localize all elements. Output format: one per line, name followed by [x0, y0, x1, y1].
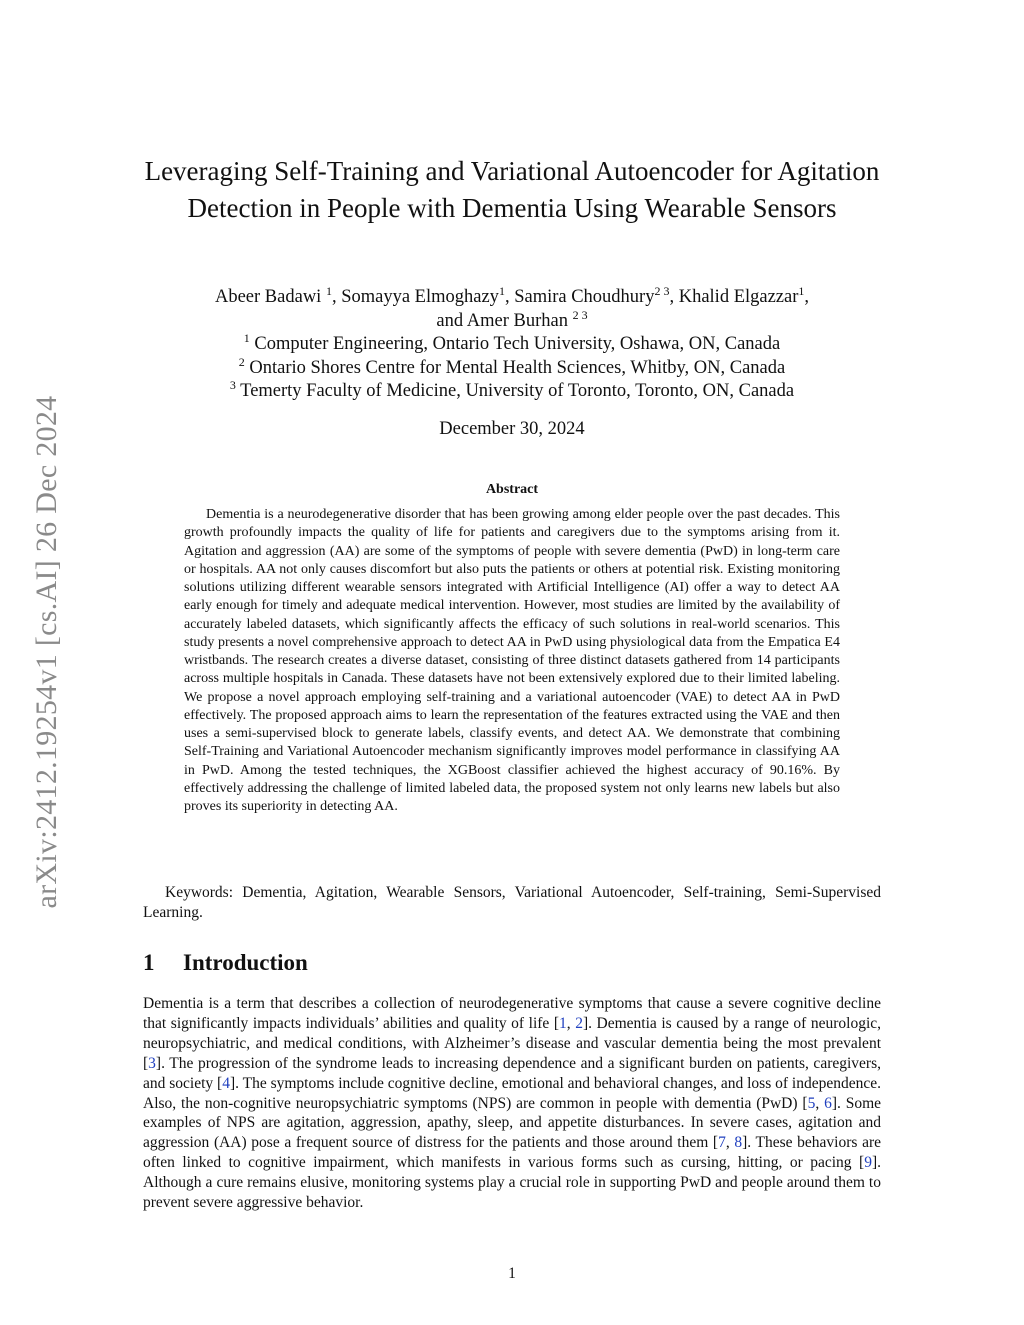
affiliation-line	[130, 354, 894, 381]
author-name: , Khalid Elgazzar	[669, 287, 799, 307]
affiliation-number: 3	[229, 377, 236, 392]
author-affiliation-mark: 1	[498, 283, 505, 298]
intro-text: Dementia is a term that describes a collection of neurodegenerative symptoms that cause a severe cognitive decline that significantly impacts individuals’ abilities and quality of life [	[143, 995, 881, 1032]
citation-link[interactable]: 7	[718, 1134, 726, 1152]
citation-link[interactable]: 4	[222, 1074, 230, 1092]
abstract-text: Dementia is a neurodegenerative disorder that has been growing among elder people over the past decades. This growth profoundly impacts the quality of life for patients and caregivers due to the symptoms arising from it. Agitation and aggression (AA) are some of the symptoms of people with severe dementia (PwD) in long-term care or hospitals. AA not only causes discomfort but also puts the patients or others at potential risk. Existing monitoring solutions utilizing different wearable sensors integrated with Artificial Intelligence (AI) offer a way to detect AA early enough for timely and adequate medical intervention. However, most studies are limited by the availability of accurately labeled datasets, which significantly affects the efficacy of such solutions in real-world scenarios. This study presents a novel comprehensive approach to detect AA in PwD using physiological data from the Empatica E4 wristbands. The research creates a diverse dataset, consisting of three distinct datasets gathered from 14 participants across multiple hospitals in Canada. These datasets have not been extensively explored due to their limited labeling. We propose a novel approach employing self-training and a variational autoencoder (VAE) to detect AA in PwD effectively. The proposed approach aims to learn the representation of the features extracted using the VAE and then uses a semi-supervised block to generate labels, classify events, and detect AA. We demonstrate that combining Self-Training and Variational Autoencoder mechanism significantly improves model performance in classifying AA in PwD. Among the tested techniques, the XGBoost classifier achieved the highest accuracy of 90.16%. By effectively addressing the challenge of limited labeled data, the proposed system not only learns new labels but also proves its superiority in detecting AA.	[184, 507, 840, 814]
publication-date: December 30, 2024	[439, 419, 585, 439]
abstract-heading: Abstract	[485, 482, 539, 497]
citation-link[interactable]: 8	[734, 1134, 743, 1152]
author-name: Abeer Badawi	[214, 287, 326, 307]
section-heading	[143, 950, 308, 976]
section-title: Introduction	[183, 950, 308, 975]
affiliation-text: Temerty Faculty of Medicine, University of Toronto, Toronto, ON, Canada	[235, 381, 795, 401]
citation-link[interactable]: 5	[807, 1094, 816, 1112]
author-name: , Samira Choudhury	[504, 287, 655, 307]
author-affiliation-mark: 2 3	[572, 307, 588, 322]
intro-text: ]. These behaviors are often linked to cognitive impairment, which manifests in various forms such as cursing, hitting, or pacing [	[143, 1134, 882, 1172]
citation-link[interactable]: 6	[824, 1094, 832, 1112]
author-block	[130, 283, 894, 404]
author-affiliation-mark: 1	[798, 283, 805, 298]
citation-link[interactable]: 9	[864, 1154, 872, 1172]
citation-link[interactable]: 1	[559, 1014, 567, 1032]
citation-link[interactable]: 3	[148, 1054, 156, 1072]
author-separator: ,	[804, 287, 810, 307]
affiliation-text: Ontario Shores Centre for Mental Health Sciences, Whitby, ON, Canada	[244, 357, 786, 378]
citation-link[interactable]: 2	[575, 1014, 583, 1032]
affiliation-line	[130, 377, 894, 404]
affiliation-number: 1	[243, 330, 250, 345]
intro-text: ]. The progression of the syndrome leads to increasing dependence and a significant burden on patients, caregivers, and society [	[143, 1054, 881, 1092]
affiliation-text: Computer Engineering, Ontario Tech University, Oshawa, ON, Canada	[249, 334, 781, 354]
introduction-paragraph	[143, 994, 881, 1213]
author-name: and Amer Burhan	[436, 310, 573, 331]
intro-text: ,	[566, 1014, 576, 1032]
author-list	[130, 283, 894, 333]
author-affiliation-mark: 2 3	[654, 283, 670, 298]
intro-text: ]. The symptoms include cognitive decline, emotional and behavioral changes, and loss of independence. Also, the non-cognitive neuropsychiatric symptoms (NPS) are common in people with dementia (PwD) [	[143, 1074, 881, 1112]
section-number: 1	[143, 950, 155, 975]
intro-text: ]. Some examples of NPS are agitation, aggression, apathy, sleep, and appetite disturbances. In severe cases, agitation and aggression (AA) pose a frequent source of distress for the patients and those around them [	[143, 1094, 882, 1152]
author-affiliation-mark: 1	[325, 283, 332, 298]
intro-text: ]. Although a cure remains elusive, monitoring systems play a crucial role in supporting PwD and people around them to prevent severe aggressive behavior.	[143, 1154, 881, 1212]
affiliation-line	[130, 330, 894, 357]
arxiv-identifier-stamp[interactable]: arXiv:2412.19254v1 [cs.AI] 26 Dec 2024	[30, 395, 63, 909]
intro-text: ]. Dementia is caused by a range of neurologic, neuropsychiatric, and medical conditions, with Alzheimer’s disease and vascular dementia being the most prevalent [	[143, 1014, 882, 1072]
intro-text: ,	[725, 1134, 735, 1152]
author-name: , Somayya Elmoghazy	[331, 287, 499, 307]
affiliation-number: 2	[238, 354, 245, 369]
intro-text: ,	[815, 1094, 825, 1112]
paper-title: Leveraging Self-Training and Variational Autoencoder for Agitation Detection in People with Dementia Using Wearable Sensors	[144, 156, 880, 223]
page-number: 1	[508, 1265, 516, 1282]
keywords: Keywords: Dementia, Agitation, Wearable Sensors, Variational Autoencoder, Self-training, Semi-Supervised Learning.	[143, 884, 881, 921]
